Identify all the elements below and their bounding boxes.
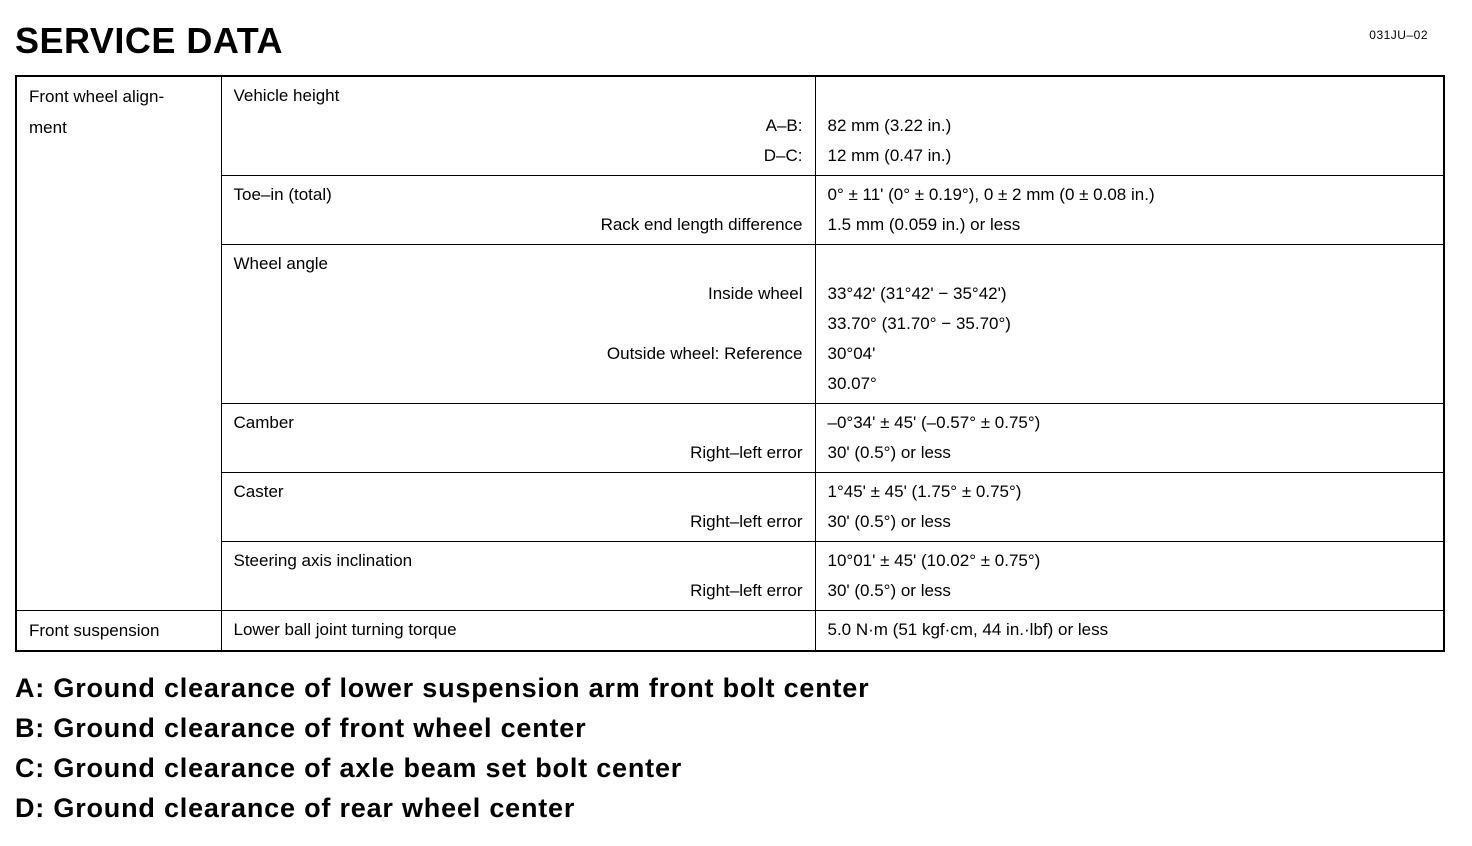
table-row-camber (16, 404, 1444, 473)
param-cell (221, 176, 815, 245)
value-text: 1.5 mm (0.059 in.) or less (827, 215, 1021, 234)
note-line-b: B: Ground clearance of front wheel center (15, 713, 587, 743)
param-cell (221, 542, 815, 611)
value-text: 30' (0.5°) or less (827, 581, 951, 600)
table-row-steering-axis-inclination (16, 542, 1444, 611)
page-title: SERVICE DATA (15, 20, 284, 61)
param-label: Caster (233, 482, 284, 501)
legend-notes (15, 668, 1472, 828)
value-text (828, 249, 1432, 279)
note-line-d: D: Ground clearance of rear wheel center (15, 793, 576, 823)
value-text: 30.07° (827, 374, 877, 393)
category-cell-front-wheel-alignment (16, 76, 221, 611)
param-sublabel: Right–left error (690, 581, 803, 600)
param-sublabel: Outside wheel: Reference (606, 344, 803, 363)
param-cell (221, 473, 815, 542)
value-text: 82 mm (3.22 in.) (827, 116, 952, 135)
param-sublabel: Right–left error (690, 512, 803, 531)
param-sublabel: Right–left error (690, 443, 803, 462)
param-cell (221, 404, 815, 473)
service-data-table (15, 75, 1445, 652)
value-cell (815, 176, 1444, 245)
value-text: 33°42' (31°42' − 35°42') (827, 284, 1007, 303)
category-cell-front-suspension (16, 611, 221, 652)
param-sublabel (234, 309, 803, 339)
value-text: 1°45' ± 45' (1.75° ± 0.75°) (827, 482, 1022, 501)
param-sublabel (234, 369, 803, 399)
param-cell (221, 76, 815, 176)
param-sublabel: A–B: (765, 116, 803, 135)
value-text: 12 mm (0.47 in.) (827, 146, 952, 165)
value-text: 30°04' (827, 344, 876, 363)
param-cell (221, 245, 815, 404)
param-label: Camber (233, 413, 294, 432)
value-text: 0° ± 11' (0° ± 0.19°), 0 ± 2 mm (0 ± 0.08 in.) (827, 185, 1155, 204)
value-text: 30' (0.5°) or less (827, 512, 951, 531)
param-label: Steering axis inclination (233, 551, 413, 570)
value-cell (815, 404, 1444, 473)
value-text: 33.70° (31.70° − 35.70°) (827, 314, 1011, 333)
value-text (828, 81, 1432, 111)
note-line-a: A: Ground clearance of lower suspension arm front bolt center (15, 673, 870, 703)
table-row-lower-ball-joint (16, 611, 1444, 652)
value-text: 10°01' ± 45' (10.02° ± 0.75°) (827, 551, 1041, 570)
category-label-line: ment (29, 118, 67, 137)
param-label: Wheel angle (233, 254, 329, 273)
value-cell (815, 245, 1444, 404)
value-cell (815, 76, 1444, 176)
table-row-toe-in (16, 176, 1444, 245)
value-cell (815, 473, 1444, 542)
table-row-caster (16, 473, 1444, 542)
param-sublabel: D–C: (763, 146, 803, 165)
value-cell (815, 611, 1444, 652)
param-cell (221, 611, 815, 652)
param-sublabel: Rack end length difference (600, 215, 803, 234)
category-label-line: Front suspension (29, 621, 160, 640)
value-text: –0°34' ± 45' (–0.57° ± 0.75°) (827, 413, 1041, 432)
param-label: Vehicle height (233, 86, 340, 105)
table-row-wheel-angle (16, 245, 1444, 404)
category-label-line: Front wheel align- (29, 87, 165, 106)
note-line-c: C: Ground clearance of axle beam set bolt center (15, 753, 683, 783)
param-label: Toe–in (total) (233, 185, 332, 204)
param-sublabel: Inside wheel (707, 284, 803, 303)
doc-code: 031JU–02 (1369, 28, 1428, 42)
value-text: 30' (0.5°) or less (827, 443, 951, 462)
param-label: Lower ball joint turning torque (233, 620, 457, 639)
value-text: 5.0 N·m (51 kgf·cm, 44 in.·lbf) or less (827, 620, 1109, 639)
table-row-vehicle-height (16, 76, 1444, 176)
value-cell (815, 542, 1444, 611)
